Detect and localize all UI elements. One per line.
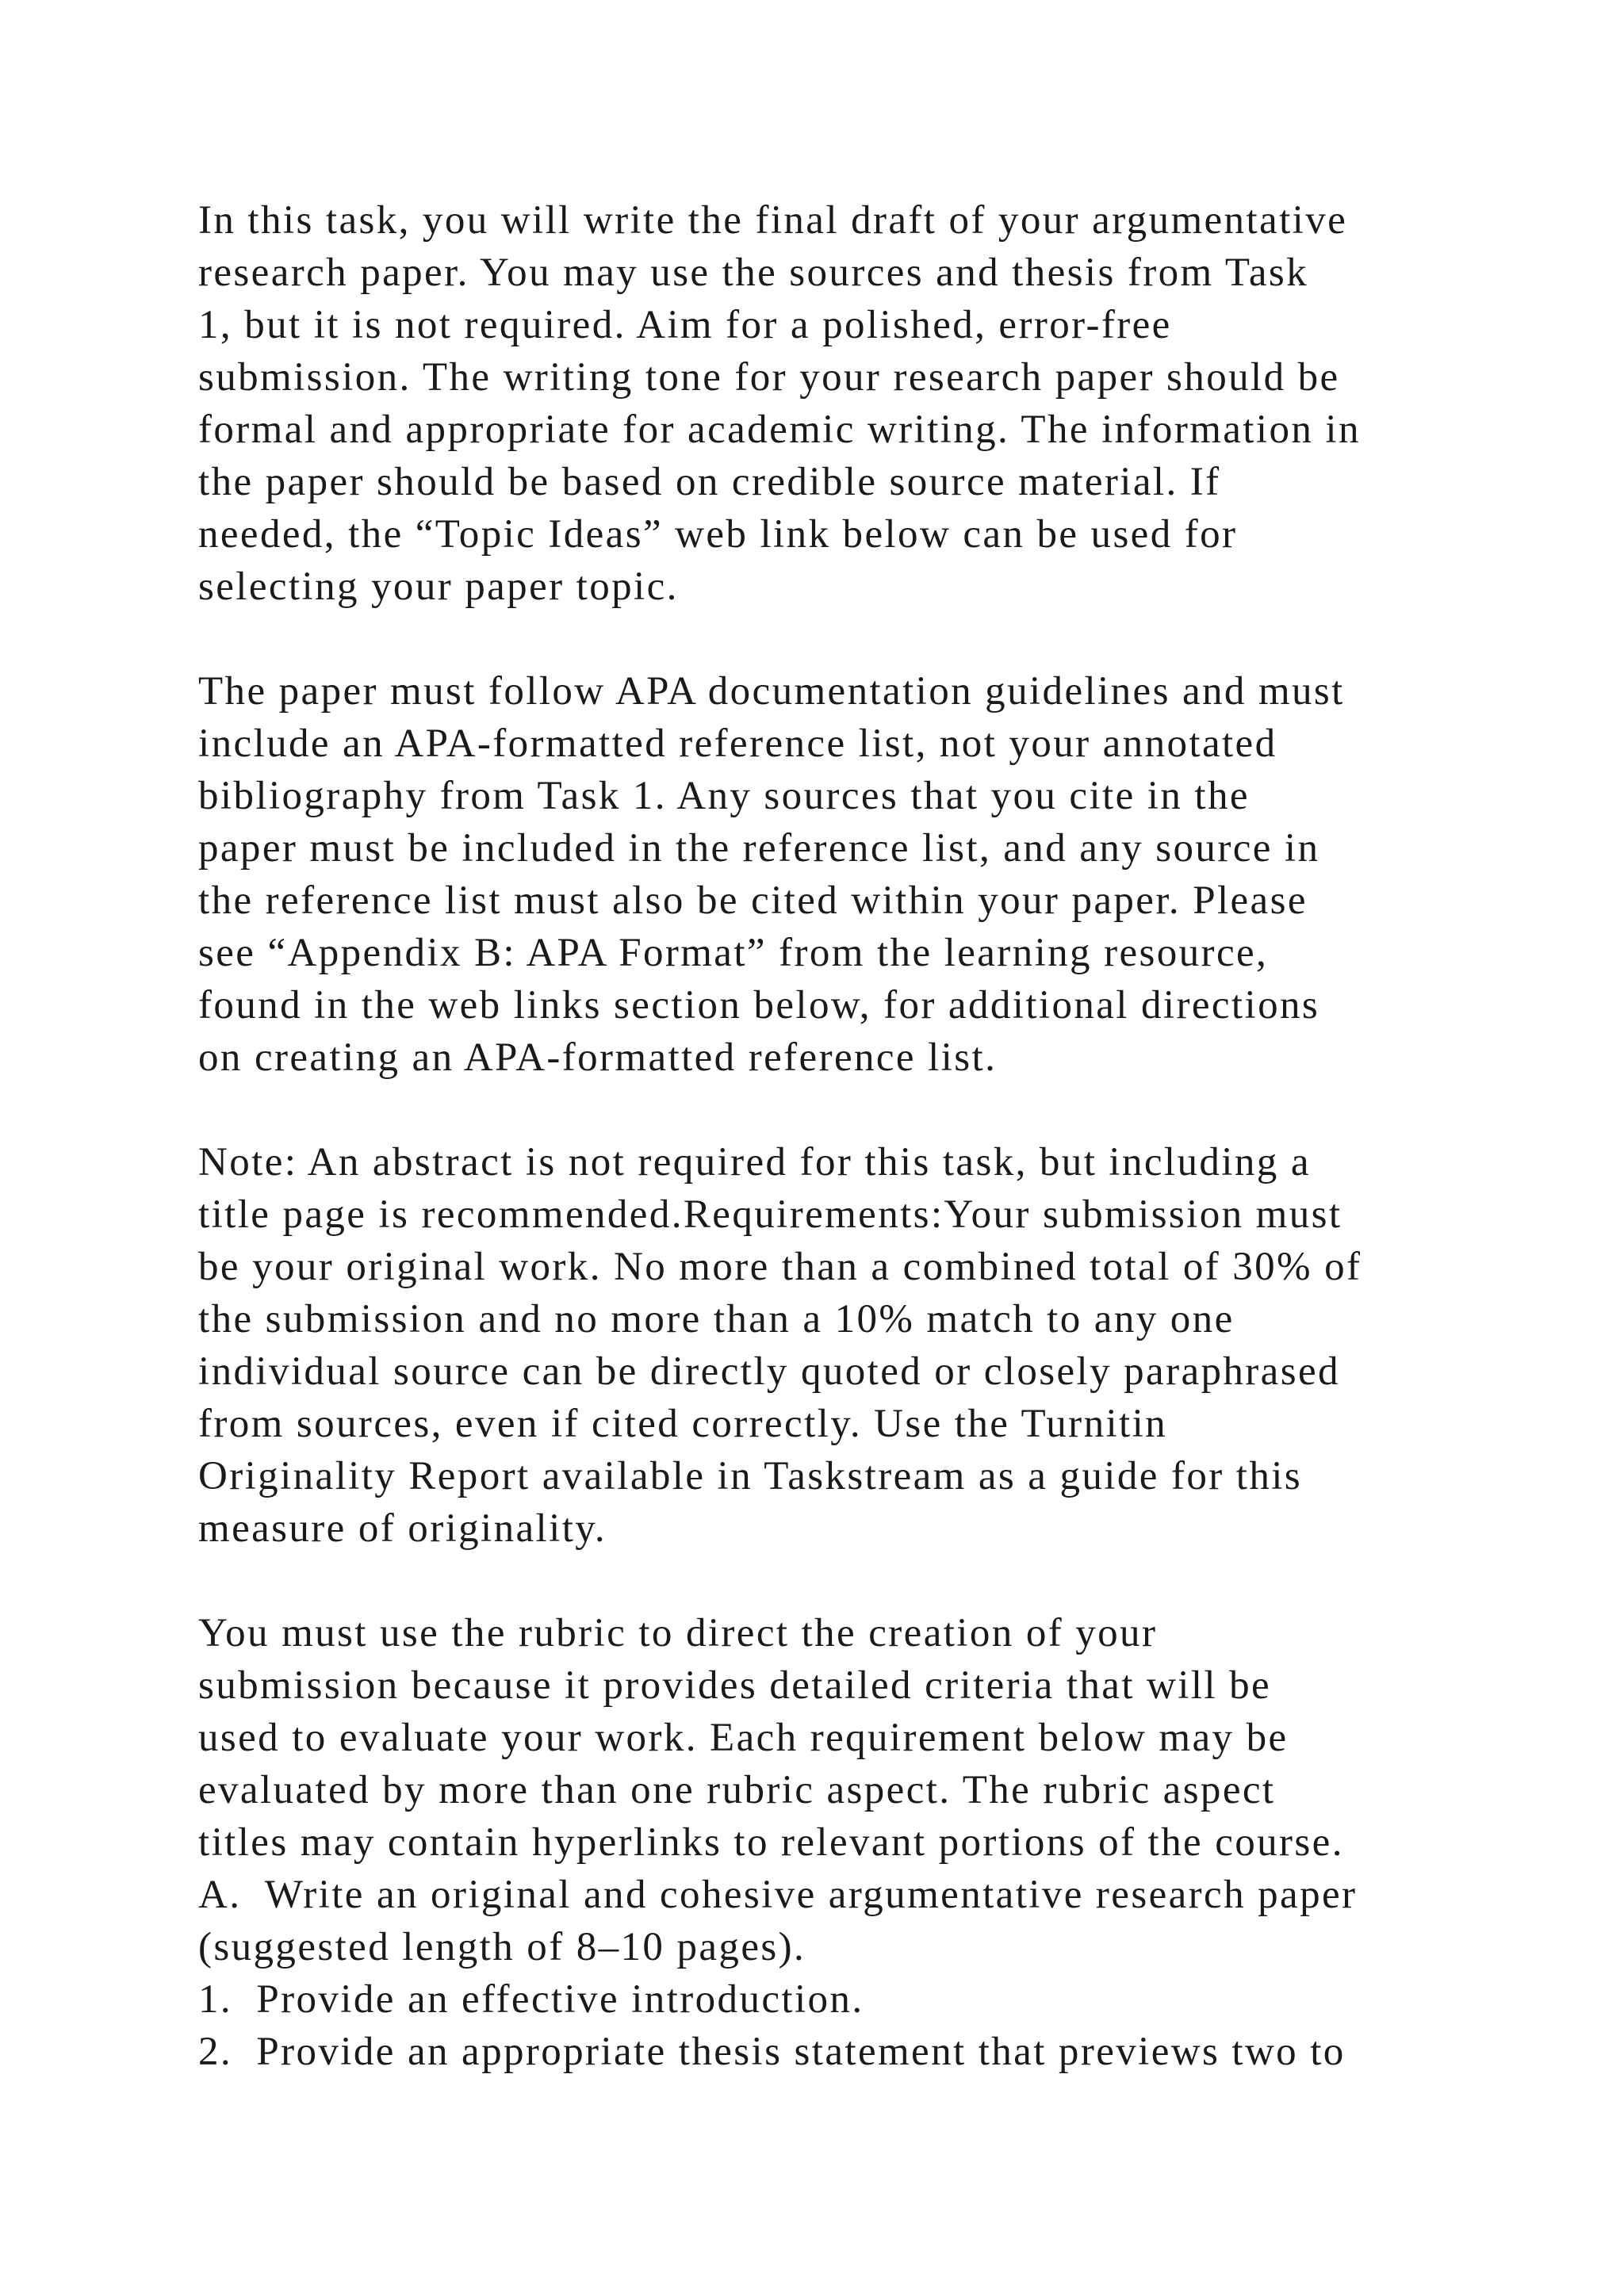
text-line: needed, the “Topic Ideas” web link below can be used for xyxy=(198,512,1238,557)
text-line: on creating an APA-formatted reference list. xyxy=(198,1035,998,1080)
text-line: You must use the rubric to direct the creation of your xyxy=(198,1611,1158,1655)
text-line: the paper should be based on credible source material. If xyxy=(198,460,1221,504)
text-line: from sources, even if cited correctly. Use the Turnitin xyxy=(198,1402,1168,1446)
text-line: submission. The writing tone for your research paper should be xyxy=(198,355,1340,400)
text-line: Note: An abstract is not required for this task, but including a xyxy=(198,1140,1311,1184)
text-line: include an APA-formatted reference list, not your annotated xyxy=(198,721,1277,766)
requirement-2: 2. Provide an appropriate thesis statement that previews two to xyxy=(198,2030,1346,2074)
text-line: 1, but it is not required. Aim for a polished, error-free xyxy=(198,303,1172,347)
text-line: bibliography from Task 1. Any sources that you cite in the xyxy=(198,774,1250,818)
text-line: found in the web links section below, for additional directions xyxy=(198,983,1320,1027)
text-line: (suggested length of 8–10 pages). xyxy=(198,1925,806,1969)
document-body xyxy=(198,194,1499,2078)
text-line: be your original work. No more than a combined total of 30% of xyxy=(198,1245,1362,1289)
text-line: the reference list must also be cited within your paper. Please xyxy=(198,878,1308,923)
text-line: the submission and no more than a 10% match to any one xyxy=(198,1297,1235,1341)
paragraph-gap xyxy=(198,613,1499,665)
paragraph-gap xyxy=(198,1084,1499,1136)
requirement-a: A. Write an original and cohesive argumentative research paper xyxy=(198,1873,1358,1917)
text-line: The paper must follow APA documentation guidelines and must xyxy=(198,669,1345,714)
requirement-1: 1. Provide an effective introduction. xyxy=(198,1977,864,2022)
paragraph-originality-note xyxy=(198,1136,1499,1555)
paragraph-task-overview xyxy=(198,194,1499,613)
text-line: evaluated by more than one rubric aspect. The rubric aspect xyxy=(198,1768,1276,1812)
text-line: submission because it provides detailed criteria that will be xyxy=(198,1663,1272,1708)
text-line: see “Appendix B: APA Format” from the learning resource, xyxy=(198,931,1269,975)
text-line: measure of originality. xyxy=(198,1506,607,1551)
text-line: title page is recommended.Requirements:Your submission must xyxy=(198,1192,1342,1237)
text-line: paper must be included in the reference list, and any source in xyxy=(198,826,1320,871)
paragraph-apa-guidelines xyxy=(198,665,1499,1084)
text-line: In this task, you will write the final draft of your argumentative xyxy=(198,198,1348,243)
paragraph-rubric-requirements xyxy=(198,1607,1499,2078)
text-line: formal and appropriate for academic writing. The information in xyxy=(198,408,1361,452)
text-line: used to evaluate your work. Each requirement below may be xyxy=(198,1716,1289,1760)
text-line: titles may contain hyperlinks to relevant portions of the course. xyxy=(198,1820,1344,1865)
paragraph-gap xyxy=(198,1555,1499,1607)
text-line: individual source can be directly quoted or closely paraphrased xyxy=(198,1349,1340,1394)
text-line: selecting your paper topic. xyxy=(198,564,679,609)
text-line: Originality Report available in Taskstream as a guide for this xyxy=(198,1454,1303,1498)
text-line: research paper. You may use the sources and thesis from Task xyxy=(198,251,1309,295)
